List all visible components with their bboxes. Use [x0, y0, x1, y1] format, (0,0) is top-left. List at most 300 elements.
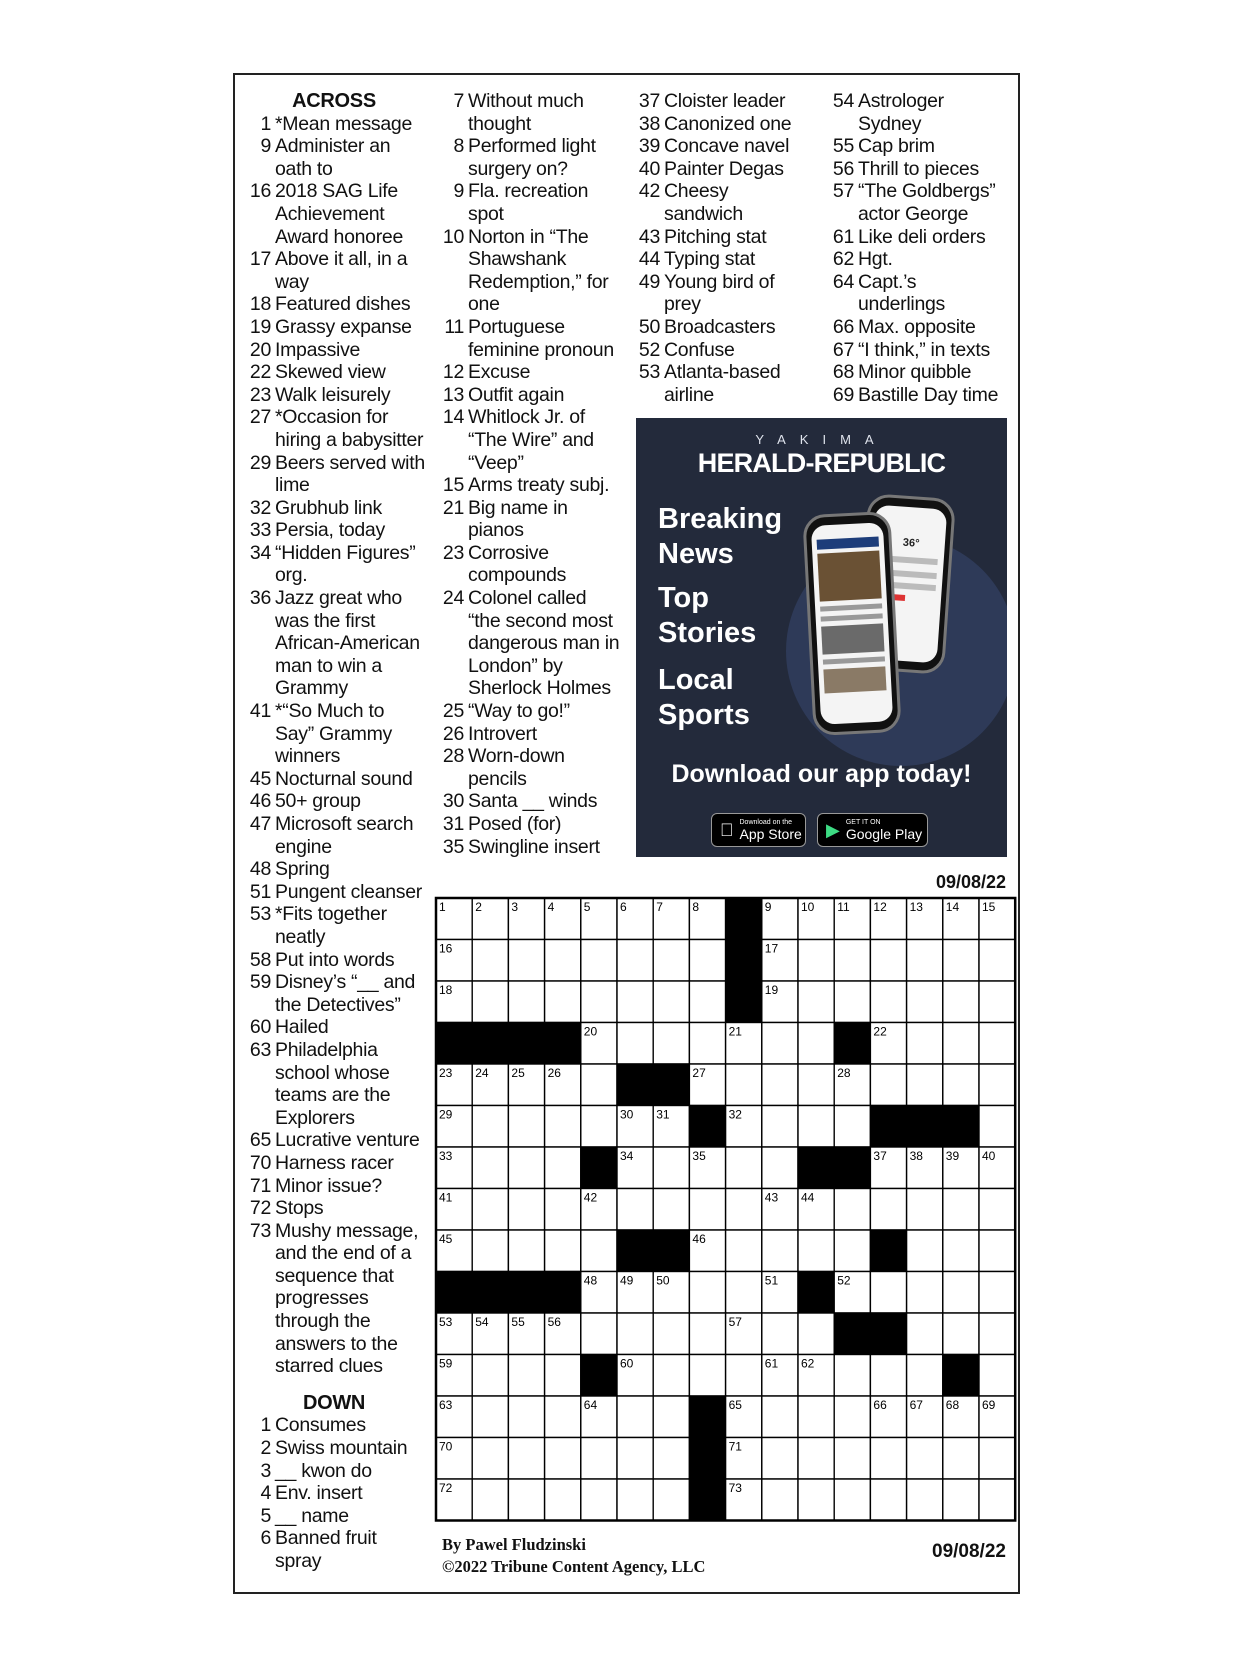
grid-cell[interactable]	[834, 1438, 870, 1480]
cell-number: 2	[475, 900, 482, 914]
clue-text: Posed (for)	[468, 813, 562, 835]
grid-cell[interactable]	[653, 1313, 689, 1355]
grid-cell[interactable]	[689, 1355, 725, 1397]
cell-number: 44	[801, 1190, 815, 1205]
grid-cell[interactable]	[943, 1313, 979, 1355]
grid-cell[interactable]	[617, 1479, 653, 1521]
grid-cell[interactable]	[798, 940, 834, 982]
grid-cell[interactable]	[979, 1023, 1015, 1065]
clue-number: 73	[249, 1219, 271, 1242]
date-bottom: 09/08/22	[932, 1541, 1006, 1562]
grid-cell[interactable]	[508, 1189, 544, 1231]
grid-block	[581, 1147, 617, 1189]
grid-cell[interactable]	[979, 1064, 1015, 1106]
clue-number: 48	[249, 858, 271, 881]
grid-cell[interactable]	[472, 1396, 508, 1438]
clue-number: 59	[249, 971, 271, 994]
grid-block	[653, 1064, 689, 1106]
grid-block	[834, 1023, 870, 1065]
clue-number: 33	[249, 519, 271, 542]
grid-cell[interactable]	[581, 1230, 617, 1272]
copyright-line: ©2022 Tribune Content Agency, LLC	[442, 1557, 706, 1576]
clue-number: 1	[260, 1414, 271, 1437]
clue-text: Skewed view	[275, 361, 386, 384]
clue-number: 5	[260, 1504, 271, 1527]
clue-number: 13	[442, 383, 464, 406]
clue-text: Banned fruit spray	[275, 1527, 377, 1572]
grid-cell[interactable]	[870, 1355, 906, 1397]
grid-cell[interactable]	[653, 1479, 689, 1521]
clue-text: Grubhub link	[275, 496, 382, 519]
clue-text: __ kwon do	[275, 1459, 372, 1482]
cell-number: 64	[583, 1398, 598, 1412]
grid-cell[interactable]	[798, 1106, 834, 1148]
across-heading: ACROSS	[292, 90, 376, 112]
grid-cell[interactable]	[834, 1355, 870, 1397]
down-heading: DOWN	[302, 1391, 366, 1414]
clue-text: Walk leisurely	[275, 383, 391, 406]
grid-block	[436, 1023, 472, 1065]
grid-cell[interactable]	[472, 1355, 508, 1397]
grid-cell[interactable]	[762, 1438, 798, 1480]
grid-cell[interactable]	[943, 1479, 979, 1521]
grid-cell[interactable]	[545, 1230, 581, 1272]
grid-cell[interactable]	[979, 981, 1015, 1023]
grid-cell[interactable]	[617, 940, 653, 982]
clue-number: 71	[249, 1174, 271, 1197]
grid-cell[interactable]	[834, 1189, 870, 1231]
grid-cell[interactable]	[472, 940, 508, 982]
grid-cell[interactable]	[545, 940, 581, 982]
grid-block	[508, 1272, 544, 1314]
grid-cell[interactable]	[943, 1064, 979, 1106]
grid-block	[689, 1479, 725, 1521]
grid-cell[interactable]	[943, 1438, 979, 1480]
grid-block	[726, 981, 762, 1023]
google-play-icon: ▶	[826, 819, 840, 840]
grid-cell[interactable]	[798, 1064, 834, 1106]
cell-number: 7	[656, 900, 663, 914]
grid-cell[interactable]	[943, 940, 979, 982]
grid-cell[interactable]	[545, 1396, 581, 1438]
app-store-label: App Store	[726, 825, 789, 842]
ad-brand-top: YAKIMA	[755, 432, 888, 447]
clue-number: 46	[249, 790, 271, 813]
cell-number: 18	[439, 983, 453, 997]
author-line: By Pawel Fludzinski	[442, 1535, 586, 1554]
grid-block	[617, 1230, 653, 1272]
grid-cell[interactable]	[653, 981, 689, 1023]
grid-cell[interactable]	[653, 1147, 689, 1189]
grid-cell[interactable]	[508, 1479, 544, 1521]
clue-number: 67	[832, 338, 854, 361]
cell-number: 73	[728, 1481, 742, 1495]
grid-cell[interactable]	[979, 940, 1015, 982]
clue-number: 9	[453, 180, 464, 203]
clue-text: “The Goldbergs” actor George	[858, 180, 996, 225]
clue-text: Thrill to pieces	[858, 157, 979, 180]
cell-number: 71	[728, 1439, 742, 1454]
clue-number: 44	[638, 248, 660, 271]
clue-number: 49	[638, 270, 660, 293]
grid-cell[interactable]	[762, 1106, 798, 1148]
app-store-small-label: Download on the	[726, 818, 779, 826]
grid-cell[interactable]	[907, 1313, 943, 1355]
grid-cell[interactable]	[617, 1313, 653, 1355]
clue-number: 29	[249, 451, 271, 474]
grid-cell[interactable]	[726, 1147, 762, 1189]
grid-cell[interactable]	[943, 1023, 979, 1065]
grid-cell[interactable]	[979, 1106, 1015, 1148]
grid-cell[interactable]	[689, 940, 725, 982]
clue-text: Nocturnal sound	[275, 767, 413, 790]
grid-cell[interactable]	[762, 1230, 798, 1272]
grid-cell[interactable]	[870, 1438, 906, 1480]
cell-number: 35	[692, 1149, 706, 1163]
clue-text: Hgt.	[858, 248, 893, 271]
grid-cell[interactable]	[689, 1313, 725, 1355]
grid-cell[interactable]	[726, 1189, 762, 1231]
cell-number: 23	[439, 1066, 453, 1080]
cell-number: 22	[873, 1024, 887, 1039]
grid-block	[907, 1106, 943, 1148]
grid-cell[interactable]	[689, 1023, 725, 1065]
grid-cell[interactable]	[581, 981, 617, 1023]
clue-text: “Way to go!”	[468, 700, 570, 723]
clue-number: 52	[638, 338, 660, 361]
clue-text: Swiss mountain	[275, 1437, 408, 1460]
date-top: 09/08/22	[936, 872, 1007, 892]
clue-number: 21	[442, 496, 464, 519]
grid-cell[interactable]	[798, 1438, 834, 1480]
clue-number: 56	[832, 157, 854, 180]
google-play-label: Google Play	[845, 825, 923, 842]
clue-text: Bastille Day time	[858, 383, 999, 406]
grid-cell[interactable]	[581, 1479, 617, 1521]
grid-cell[interactable]	[653, 1396, 689, 1438]
cell-number: 53	[439, 1315, 453, 1329]
clue-text: Persia, today	[275, 519, 385, 542]
clue-number: 18	[249, 293, 271, 316]
grid-cell[interactable]	[979, 1479, 1015, 1521]
clue-text: Env. insert	[275, 1482, 363, 1505]
grid-cell[interactable]	[834, 1396, 870, 1438]
grid-cell[interactable]	[907, 1064, 943, 1106]
clue-number: 4	[260, 1482, 271, 1505]
grid-cell[interactable]	[726, 1272, 762, 1314]
grid-cell[interactable]	[943, 1272, 979, 1314]
cell-number: 66	[873, 1398, 887, 1412]
grid-cell[interactable]	[798, 1023, 834, 1065]
grid-cell[interactable]	[798, 1396, 834, 1438]
grid-cell[interactable]	[472, 1230, 508, 1272]
clue-number: 39	[638, 135, 660, 158]
grid-cell[interactable]	[834, 981, 870, 1023]
clue-number: 37	[638, 90, 660, 112]
grid-cell[interactable]	[943, 1189, 979, 1231]
grid-block	[472, 1272, 508, 1314]
grid-cell[interactable]	[689, 981, 725, 1023]
cell-number: 43	[764, 1190, 779, 1205]
grid-cell[interactable]	[508, 1355, 544, 1397]
grid-block	[689, 1438, 725, 1480]
grid-cell[interactable]	[834, 1479, 870, 1521]
grid-block	[726, 898, 762, 940]
grid-cell[interactable]	[689, 1189, 725, 1231]
clue-number: 66	[832, 315, 854, 338]
cell-number: 70	[439, 1439, 453, 1454]
grid-cell[interactable]	[907, 1438, 943, 1480]
clue-text: Introvert	[468, 722, 537, 745]
grid-cell[interactable]	[472, 1189, 508, 1231]
clue-text: “Hidden Figures” org.	[275, 541, 416, 587]
grid-cell[interactable]	[545, 1479, 581, 1521]
grid-cell[interactable]	[472, 1438, 508, 1480]
grid-cell[interactable]	[653, 940, 689, 982]
clue-text: Mushy message, and the end of a sequence that progresses through the answers to the starred clues	[275, 1219, 419, 1378]
cell-number: 41	[439, 1190, 453, 1205]
ad-feature-local-sports: Local Sports	[658, 664, 750, 731]
clue-number: 42	[638, 180, 660, 203]
grid-cell[interactable]	[508, 940, 544, 982]
cell-number: 72	[439, 1481, 453, 1495]
grid-cell[interactable]	[545, 1355, 581, 1397]
grid-cell[interactable]	[581, 1438, 617, 1480]
clue-number: 72	[249, 1197, 271, 1220]
grid-cell[interactable]	[943, 981, 979, 1023]
cell-number: 31	[656, 1107, 670, 1122]
ad-brand-name: HERALD-REPUBLIC	[697, 448, 946, 478]
grid-cell[interactable]	[979, 1313, 1015, 1355]
clue-text: __ name	[275, 1504, 349, 1527]
cell-number: 59	[439, 1356, 453, 1371]
grid-cell[interactable]	[762, 1147, 798, 1189]
cell-number: 4	[547, 900, 555, 914]
grid-cell[interactable]	[726, 1355, 762, 1397]
grid-cell[interactable]	[907, 981, 943, 1023]
clue-text: Cloister leader	[664, 90, 786, 112]
grid-cell[interactable]	[979, 1438, 1015, 1480]
clue-text: Fla. recreation spot	[468, 180, 589, 225]
grid-cell[interactable]	[979, 1355, 1015, 1397]
grid-cell[interactable]	[653, 1189, 689, 1231]
grid-cell[interactable]	[472, 981, 508, 1023]
grid-block	[870, 1106, 906, 1148]
clue-number: 62	[832, 248, 854, 271]
grid-cell[interactable]	[907, 1023, 943, 1065]
clue-number: 60	[249, 1016, 271, 1039]
clue-text: Concave navel	[664, 135, 790, 158]
cell-number: 56	[547, 1315, 561, 1329]
grid-cell[interactable]	[545, 1438, 581, 1480]
clue-number: 27	[249, 406, 271, 429]
clue-number: 22	[249, 361, 271, 384]
cell-number: 62	[801, 1356, 815, 1371]
clue-number: 70	[249, 1151, 271, 1174]
grid-block	[545, 1272, 581, 1314]
grid-cell[interactable]	[545, 1147, 581, 1189]
clue-text: Outfit again	[468, 383, 565, 406]
ad-call-to-action: Download our app today!	[671, 760, 972, 788]
clue-number: 51	[249, 880, 271, 903]
grid-cell[interactable]	[798, 1479, 834, 1521]
clue-text: Pungent cleanser	[275, 880, 422, 903]
grid-cell[interactable]	[472, 1147, 508, 1189]
clue-number: 19	[249, 315, 271, 338]
cell-number: 19	[764, 983, 779, 997]
grid-cell[interactable]	[979, 1189, 1015, 1231]
grid-cell[interactable]	[870, 1064, 906, 1106]
grid-cell[interactable]	[472, 1106, 508, 1148]
grid-cell[interactable]	[689, 1272, 725, 1314]
grid-block	[545, 1023, 581, 1065]
grid-cell[interactable]	[508, 981, 544, 1023]
grid-cell[interactable]	[508, 1396, 544, 1438]
grid-cell[interactable]	[870, 1479, 906, 1521]
clue-number: 11	[444, 315, 464, 338]
grid-cell[interactable]	[508, 1147, 544, 1189]
grid-cell[interactable]	[545, 1106, 581, 1148]
grid-cell[interactable]	[545, 1189, 581, 1231]
grid-block	[436, 1272, 472, 1314]
clue-text: Capt.’s underlings	[858, 270, 945, 316]
grid-cell[interactable]	[581, 1064, 617, 1106]
grid-cell[interactable]	[834, 1106, 870, 1148]
clue-text: Harness racer	[275, 1151, 394, 1174]
grid-block	[943, 1355, 979, 1397]
clue-text: Impassive	[275, 338, 361, 361]
cell-number: 26	[547, 1066, 561, 1080]
grid-cell[interactable]	[653, 1438, 689, 1480]
cell-number: 28	[837, 1066, 851, 1080]
grid-cell[interactable]	[834, 940, 870, 982]
grid-cell[interactable]	[617, 1438, 653, 1480]
cell-number: 21	[728, 1024, 742, 1039]
grid-cell[interactable]	[581, 1313, 617, 1355]
clue-text: Excuse	[468, 361, 531, 384]
cell-number: 29	[439, 1107, 453, 1122]
clue-number: 3	[260, 1459, 271, 1482]
grid-cell[interactable]	[870, 981, 906, 1023]
grid-block	[689, 1396, 725, 1438]
clue-number: 9	[260, 135, 271, 158]
cell-number: 36	[837, 1149, 851, 1163]
grid-cell[interactable]	[907, 1272, 943, 1314]
clue-text: Pitching stat	[664, 225, 767, 248]
grid-cell[interactable]	[508, 1230, 544, 1272]
grid-cell[interactable]	[581, 1106, 617, 1148]
clue-text: Corrosive compounds	[468, 541, 567, 587]
cell-number: 49	[620, 1273, 634, 1288]
cell-number: 5	[583, 900, 591, 914]
clue-number: 10	[442, 225, 464, 248]
cell-number: 61	[764, 1356, 779, 1371]
clue-number: 63	[249, 1038, 271, 1061]
grid-cell[interactable]	[653, 1023, 689, 1065]
grid-block	[798, 1272, 834, 1314]
grid-cell[interactable]	[508, 1438, 544, 1480]
grid-cell[interactable]	[870, 1272, 906, 1314]
clue-number: 45	[249, 767, 271, 790]
grid-cell[interactable]	[798, 981, 834, 1023]
cell-number: 10	[801, 900, 815, 914]
grid-block	[617, 1064, 653, 1106]
grid-cell[interactable]	[870, 940, 906, 982]
clue-text: Colonel called “the second most dangerous man in London” by Sherlock Holmes	[468, 587, 620, 700]
clue-number: 50	[638, 315, 660, 338]
grid-cell[interactable]	[545, 981, 581, 1023]
grid-cell[interactable]	[617, 1023, 653, 1065]
grid-cell[interactable]	[907, 1230, 943, 1272]
grid-cell[interactable]	[726, 1230, 762, 1272]
clue-number: 20	[249, 338, 271, 361]
cell-number: 14	[945, 900, 960, 914]
grid-cell[interactable]	[979, 1230, 1015, 1272]
grid-cell[interactable]	[762, 1396, 798, 1438]
grid-cell[interactable]	[798, 1230, 834, 1272]
grid-cell[interactable]	[762, 1064, 798, 1106]
clue-number: 32	[249, 496, 271, 519]
grid-cell[interactable]	[726, 1064, 762, 1106]
clue-number: 40	[638, 157, 660, 180]
cell-number: 57	[728, 1315, 742, 1329]
clue-text: Microsoft search engine	[275, 813, 414, 858]
grid-cell[interactable]	[581, 940, 617, 982]
grid-cell[interactable]	[979, 1272, 1015, 1314]
grid-cell[interactable]	[617, 1396, 653, 1438]
clue-number: 24	[442, 587, 464, 610]
grid-cell[interactable]	[907, 1479, 943, 1521]
grid-cell[interactable]	[870, 1189, 906, 1231]
grid-cell[interactable]	[943, 1230, 979, 1272]
grid-cell[interactable]	[762, 1023, 798, 1065]
clue-number: 53	[249, 903, 271, 926]
clue-number: 7	[453, 90, 464, 112]
grid-cell[interactable]	[834, 1230, 870, 1272]
cell-number: 51	[764, 1273, 779, 1288]
cell-number: 3	[511, 900, 519, 914]
grid-cell[interactable]	[472, 1479, 508, 1521]
clue-text: Young bird of prey	[664, 270, 775, 316]
clue-text: Hailed	[275, 1016, 329, 1039]
clue-text: Grassy expanse	[275, 315, 412, 338]
clue-text: Portuguese feminine pronoun	[468, 315, 614, 361]
cell-number: 69	[982, 1398, 996, 1412]
clue-text: Norton in “The Shawshank Redemption,” for one	[468, 225, 609, 316]
grid-cell[interactable]	[762, 1313, 798, 1355]
cell-number: 8	[692, 900, 700, 914]
grid-cell[interactable]	[907, 1189, 943, 1231]
cell-number: 38	[909, 1149, 923, 1163]
clue-text: Confuse	[664, 338, 735, 361]
grid-cell[interactable]	[617, 1189, 653, 1231]
grid-cell[interactable]	[617, 981, 653, 1023]
grid-cell[interactable]	[907, 1355, 943, 1397]
clue-text: Performed light surgery on?	[468, 135, 596, 180]
grid-cell[interactable]	[762, 1479, 798, 1521]
grid-cell[interactable]	[798, 1313, 834, 1355]
cell-number: 50	[656, 1273, 670, 1288]
clue-number: 23	[442, 541, 464, 564]
grid-cell[interactable]	[508, 1106, 544, 1148]
clue-number: 28	[442, 745, 464, 768]
grid-cell[interactable]	[907, 940, 943, 982]
grid-cell[interactable]	[653, 1355, 689, 1397]
clue-text: *Occasion for hiring a babysitter	[275, 406, 424, 451]
clue-text: Broadcasters	[664, 315, 776, 338]
clue-number: 41	[249, 700, 271, 723]
clue-number: 61	[832, 225, 854, 248]
